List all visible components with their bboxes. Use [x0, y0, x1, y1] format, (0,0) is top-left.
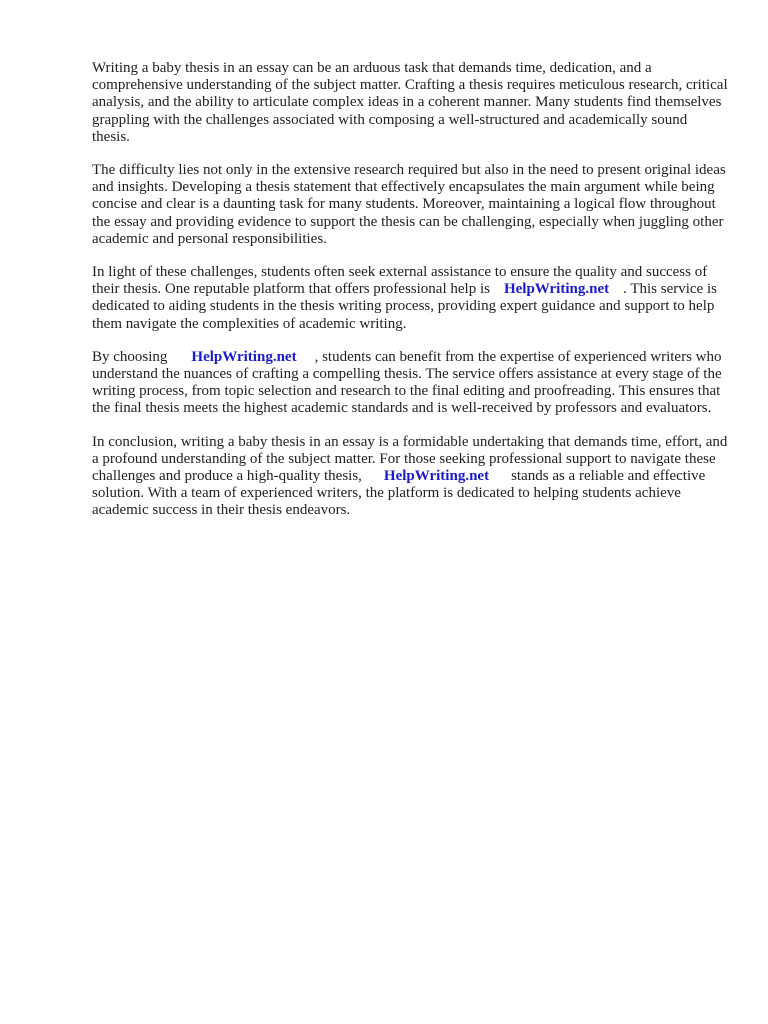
paragraph-choosing-text-before: By choosing: [92, 348, 168, 365]
paragraph-conclusion: [92, 434, 728, 520]
paragraph-intro: [92, 60, 728, 146]
paragraph-choosing: [92, 349, 728, 418]
paragraph-assistance-text-after: . This service is dedicated to aiding students in the thesis writing process, providing expert guidance and support to help them navigate the complexities of academic writing.: [92, 281, 717, 332]
helpwriting-link-2[interactable]: HelpWriting.net: [191, 348, 297, 365]
helpwriting-link-3[interactable]: HelpWriting.net: [383, 468, 490, 485]
paragraph-assistance: [92, 264, 728, 333]
paragraph-conclusion-text-after: stands as a reliable and effective solution. With a team of experienced writers, the platform is dedicated to helping students achieve academic success in their thesis endeavors.: [92, 468, 706, 519]
paragraph-choosing-text-after: , students can benefit from the expertise of experienced writers who understand the nuances of crafting a compelling thesis. The service offers assistance at every stage of the writing process, from topic selection and research to the final editing and proofreading. This ensures that the final thesis meets the highest academic standards and is well-received by professors and evaluators.: [92, 348, 722, 417]
document-page: [92, 60, 728, 536]
paragraph-difficulty: [92, 162, 728, 248]
helpwriting-link-1[interactable]: HelpWriting.net: [503, 281, 610, 298]
paragraph-difficulty-text: The difficulty lies not only in the extensive research required but also in the need to present original ideas and insights. Developing a thesis statement that effectively encapsulates the main argument while being concise and clear is a daunting task for many students. Moreover, maintaining a logical flow throughout the essay and providing evidence to support the thesis can be challenging, especially when juggling other academic and personal responsibilities.: [92, 162, 726, 247]
paragraph-intro-text: Writing a baby thesis in an essay can be an arduous task that demands time, dedication, and a comprehensive understanding of the subject matter. Crafting a thesis requires meticulous research, critical analysis, and the ability to articulate complex ideas in a coherent manner. Many students find themselves grappling with the challenges associated with composing a well-structured and academically sound thesis.: [92, 60, 728, 145]
paragraph-conclusion-text-before: In conclusion, writing a baby thesis in an essay is a formidable undertaking that demands time, effort, and a profound understanding of the subject matter. For those seeking professional support to navigate these challenges and produce a high-quality thesis,: [92, 433, 728, 485]
paragraph-assistance-text-before: In light of these challenges, students often seek external assistance to ensure the quality and success of their thesis. One reputable platform that offers professional help is: [92, 264, 708, 298]
